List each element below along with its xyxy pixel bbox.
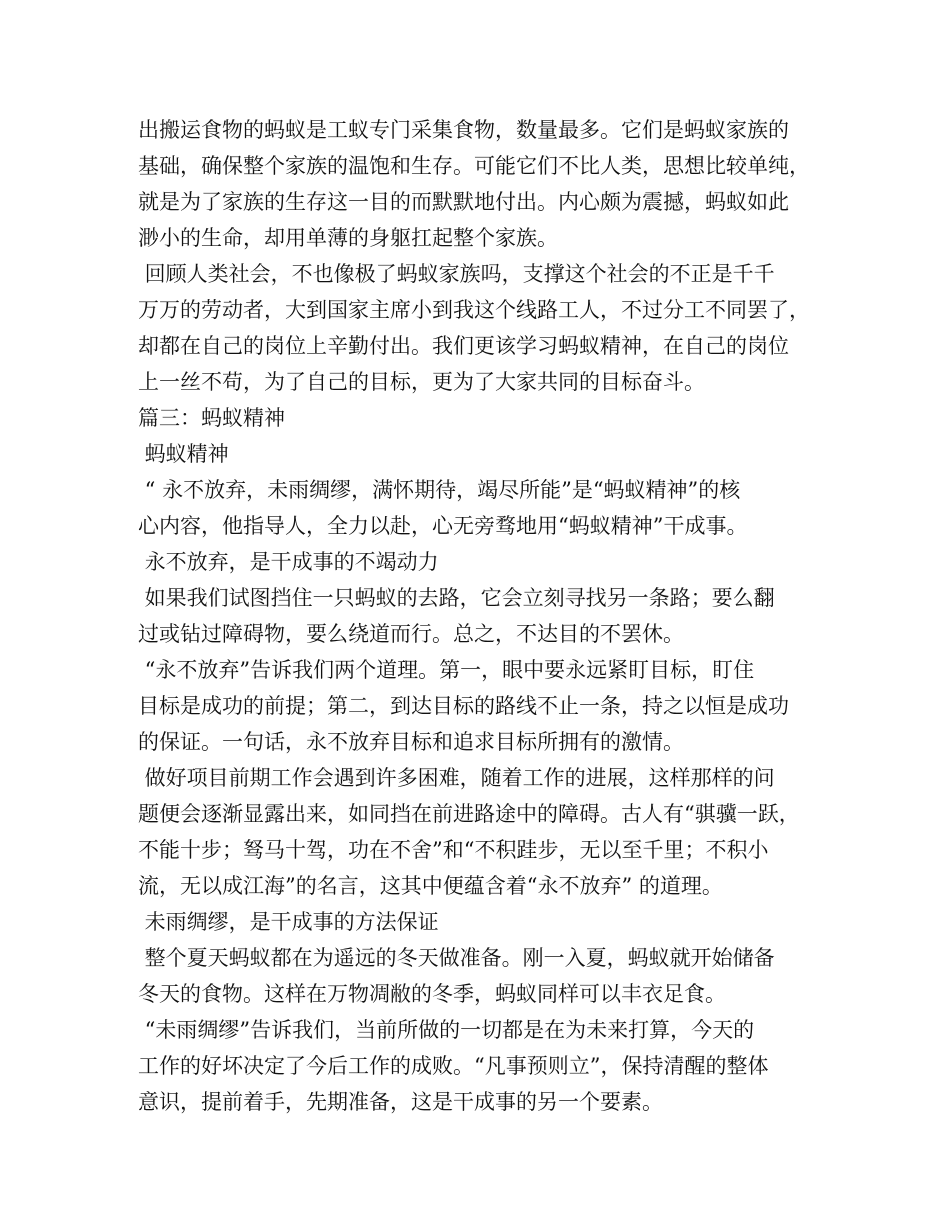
text-line: 做好项目前期工作会遇到许多困难，随着工作的进展，这样那样的问 [138, 766, 775, 790]
text-line: “ 永不放弃，未雨绸缪，满怀期待，竭尽所能”是“蚂蚁精神”的核 [138, 478, 741, 502]
text-line: 目标是成功的前提；第二，到达目标的路线不止一条，持之以恒是成功 [138, 694, 789, 718]
text-line: 整个夏天蚂蚁都在为遥远的冬天做准备。刚一入夏，蚂蚁就开始储备 [138, 946, 775, 970]
text-line: 的保证。一句话，永不放弃目标和追求目标所拥有的激情。 [138, 730, 684, 754]
section-heading: 篇三：蚂蚁精神 [138, 406, 285, 430]
text-line: 过或钻过障碍物，要么绕道而行。总之，不达目的不罢休。 [138, 622, 684, 646]
subheading: 永不放弃，是干成事的不竭动力 [138, 550, 439, 574]
text-line: 渺小的生命，却用单薄的身躯扛起整个家族。 [138, 226, 558, 250]
text-line: 万万的劳动者，大到国家主席小到我这个线路工人，不过分工不同罢了， [138, 298, 810, 322]
text-line: 题便会逐渐显露出来，如同挡在前进路途中的障碍。古人有“骐骥一跃， [138, 802, 800, 826]
text-line: 冬天的食物。这样在万物凋敝的冬季，蚂蚁同样可以丰衣足食。 [138, 982, 726, 1006]
text-line: “永不放弃”告诉我们两个道理。第一，眼中要永远紧盯目标，盯住 [138, 658, 755, 682]
subheading: 未雨绸缪，是干成事的方法保证 [138, 910, 439, 934]
text-line: 基础，确保整个家族的温饱和生存。可能它们不比人类，思想比较单纯， [138, 154, 810, 178]
text-line: 出搬运食物的蚂蚁是工蚁专门采集食物，数量最多。它们是蚂蚁家族的 [138, 118, 789, 142]
text-line: 意识，提前着手，先期准备，这是干成事的另一个要素。 [138, 1090, 663, 1114]
text-line: 不能十步；驽马十驾，功在不舍”和“不积跬步，无以至千里；不积小 [138, 838, 769, 862]
text-line: 却都在自己的岗位上辛勤付出。我们更该学习蚂蚁精神，在自己的岗位 [138, 334, 789, 358]
article-title: 蚂蚁精神 [138, 442, 229, 466]
text-line: 就是为了家族的生存这一目的而默默地付出。内心颇为震撼，蚂蚁如此 [138, 190, 789, 214]
text-line: 如果我们试图挡住一只蚂蚁的去路，它会立刻寻找另一条路；要么翻 [138, 586, 775, 610]
text-line: 工作的好坏决定了今后工作的成败。“凡事预则立”，保持清醒的整体 [138, 1054, 769, 1078]
text-line: 流，无以成江海”的名言，这其中便蕴含着“永不放弃” 的道理。 [138, 874, 723, 898]
text-line: 心内容，他指导人，全力以赴，心无旁骛地用“蚂蚁精神”干成事。 [138, 514, 748, 538]
text-line: “未雨绸缪”告诉我们，当前所做的一切都是在为未来打算，今天的 [138, 1018, 755, 1042]
text-line: 上一丝不苟，为了自己的目标，更为了大家共同的目标奋斗。 [138, 370, 705, 394]
text-line: 回顾人类社会，不也像极了蚂蚁家族吗，支撑这个社会的不正是千千 [138, 262, 775, 286]
